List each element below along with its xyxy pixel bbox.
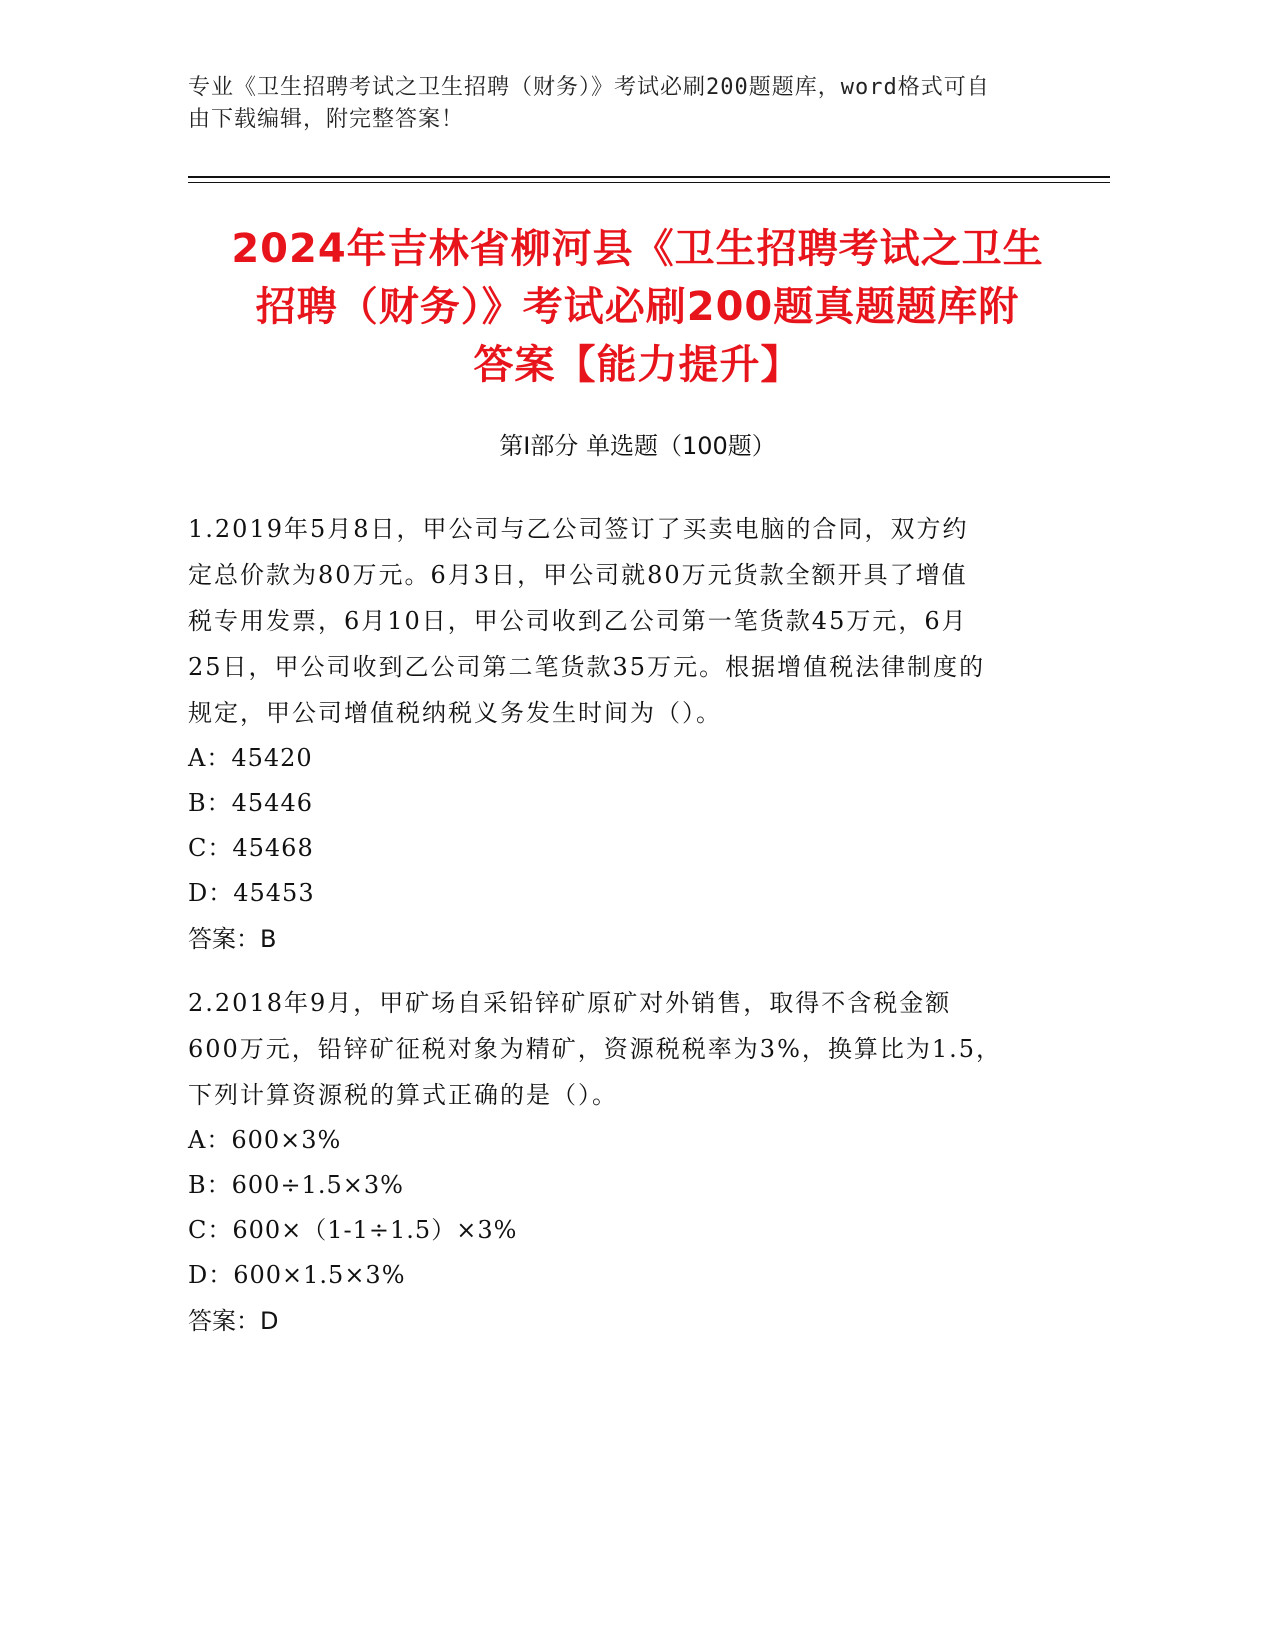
question-2-option-b: B：600÷1.5×3%	[188, 1171, 404, 1199]
title-line-1: 2024年吉林省柳河县《卫生招聘考试之卫生	[231, 226, 1044, 272]
title-line-3: 答案【能力提升】	[473, 342, 802, 388]
question-1-stem-line: 25日，甲公司收到乙公司第二笔货款35万元。根据增值税法律制度的	[188, 653, 986, 681]
header-line-2: 由下载编辑，附完整答案！	[188, 107, 465, 132]
question-2-stem-line: 下列计算资源税的算式正确的是（）。	[188, 1081, 618, 1109]
title-line-2: 招聘（财务）》考试必刷200题真题题库附	[255, 284, 1020, 330]
question-2-option-c: C：600×（1-1÷1.5）×3%	[188, 1216, 518, 1244]
document-title	[170, 220, 1105, 394]
question-2-option-d: D：600×1.5×3%	[188, 1261, 406, 1289]
question-2-stem-line: 2.2018年9月，甲矿场自采铅锌矿原矿对外销售，取得不含税金额	[188, 989, 952, 1017]
question-1-option-c: C：45468	[188, 834, 314, 862]
question-2-stem-line: 600万元，铅锌矿征税对象为精矿，资源税税率为3%，换算比为1.5，	[188, 1035, 1003, 1063]
question-1-option-d: D：45453	[188, 879, 315, 907]
question-1-stem-line: 定总价款为80万元。6月3日，甲公司就80万元货款全额开具了增值	[188, 561, 968, 589]
question-1-stem-line: 税专用发票，6月10日，甲公司收到乙公司第一笔货款45万元，6月	[188, 607, 968, 635]
header-rule-thin	[188, 182, 1110, 183]
question-2	[188, 980, 1088, 1344]
question-1-stem-line: 1.2019年5月8日，甲公司与乙公司签订了买卖电脑的合同，双方约	[188, 515, 969, 543]
question-1	[188, 506, 1088, 962]
question-2-answer: 答案：D	[188, 1307, 279, 1335]
page-header	[188, 72, 1078, 136]
question-1-answer: 答案：B	[188, 925, 277, 953]
question-1-option-b: B：45446	[188, 789, 313, 817]
section-title: 第Ⅰ部分 单选题（100题）	[499, 432, 776, 460]
question-1-stem-line: 规定，甲公司增值税纳税义务发生时间为（）。	[188, 699, 722, 727]
question-1-option-a: A：45420	[188, 744, 313, 772]
question-2-option-a: A：600×3%	[188, 1126, 342, 1154]
header-rule-thick	[188, 176, 1110, 178]
header-line-1: 专业《卫生招聘考试之卫生招聘（财务）》考试必刷200题题库，word格式可自	[188, 75, 990, 100]
